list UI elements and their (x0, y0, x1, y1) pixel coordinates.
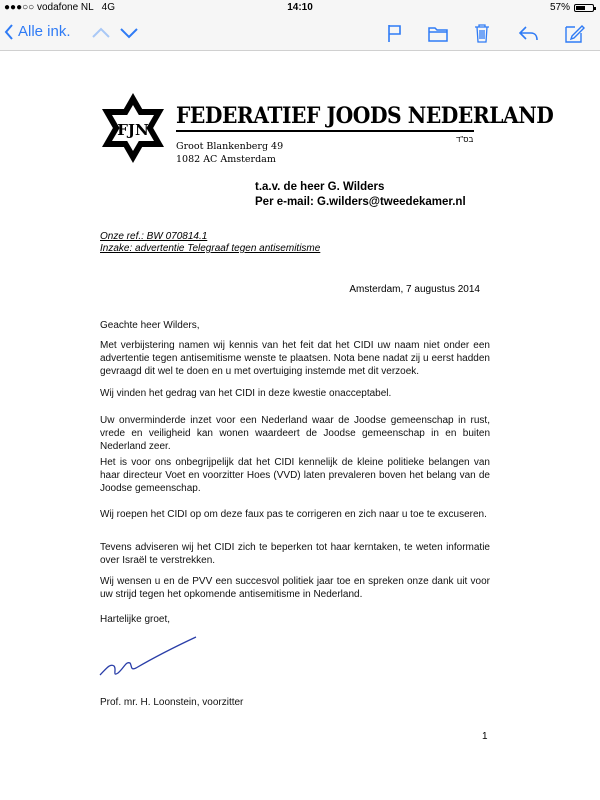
chevron-up-icon (90, 22, 112, 44)
recipient-line-2: Per e-mail: G.wilders@tweedekamer.nl (255, 196, 466, 208)
move-to-folder-button[interactable] (427, 22, 449, 44)
trash-icon (471, 22, 493, 44)
star-of-david-icon (96, 91, 170, 165)
battery-status (550, 2, 594, 13)
back-label: Alle ink. (18, 23, 71, 40)
delete-button[interactable] (471, 22, 493, 44)
chevron-down-icon (118, 22, 140, 44)
paragraph: Wij wensen u en de PVV een succesvol politiek jaar toe en spreken onze dank uit voor uw strijd tegen het opkomende antisemitisme in Nederland. (100, 576, 490, 600)
previous-message-button[interactable] (90, 22, 112, 44)
hebrew-mark: בס"ד (456, 135, 474, 144)
paragraph: Met verbijstering namen wij kennis van het feit dat het CIDI uw naam niet onder een advertentie tegen antisemitisme wenste te plaatsen. Nota bene nadat zij u eerst hadden gevraagd dit wel te doen en u met overtuiging instemde met dit verzoek. (100, 340, 490, 377)
signal-dots-icon: ●●●○○ (4, 2, 35, 13)
logo-text: FJN (117, 121, 149, 139)
header-rule (176, 130, 474, 132)
next-message-button[interactable] (118, 22, 140, 44)
battery-percent: 57% (549, 2, 570, 13)
paragraph: Wij vinden het gedrag van het CIDI in deze kwestie onacceptabel. (100, 388, 392, 399)
paragraph: Het is voor ons onbegrijpelijk dat het CIDI kennelijk de kleine politieke belangen van haar directeur Voet en voorzitter Hoes (VVD) laten prevaleren boven het belang van de Joodse gemeenschap. (100, 457, 490, 494)
network-type: 4G (101, 2, 116, 13)
paragraph: Wij roepen het CIDI op om deze faux pas te corrigeren en zich naar u toe te excuseren. (100, 509, 487, 520)
closing: Hartelijke groet, (100, 614, 171, 625)
battery-icon (574, 4, 594, 12)
paragraph: Uw onverminderde inzet voor een Nederland waar de Joodse gemeenschap in rust, vrede en veiligheid kan wonen waardeert de Joodse gemeenschap in en buiten Nederland zeer. (100, 415, 490, 452)
letter-date: Amsterdam, 7 augustus 2014 (349, 284, 480, 295)
flag-button[interactable] (383, 22, 405, 44)
chevron-left-icon (4, 24, 14, 40)
reply-button[interactable] (517, 22, 539, 44)
flag-icon (383, 22, 405, 44)
mail-toolbar (0, 16, 600, 51)
reference-line: Onze ref.: BW 070814.1 (100, 231, 208, 242)
address-line-2: 1082 AC Amsterdam (176, 154, 276, 165)
page-number: 1 (482, 731, 488, 742)
fjn-logo (96, 91, 170, 165)
compose-icon (563, 22, 585, 44)
carrier-name: vodafone NL (36, 2, 94, 13)
salutation: Geachte heer Wilders, (100, 320, 200, 331)
status-bar (0, 0, 600, 16)
recipient-line-1: t.a.v. de heer G. Wilders (255, 181, 385, 193)
compose-button[interactable] (563, 22, 585, 44)
back-to-inbox-button[interactable] (4, 23, 71, 40)
folder-icon (427, 22, 449, 44)
paragraph: Tevens adviseren wij het CIDI zich te beperken tot haar kerntaken, te weten informatie over Israël te verstrekken. (100, 542, 490, 566)
letter-attachment (0, 51, 600, 800)
clock: 14:10 (287, 2, 313, 13)
subject-line: Inzake: advertentie Telegraaf tegen antisemitisme (100, 243, 321, 254)
signatory: Prof. mr. H. Loonstein, voorzitter (100, 697, 244, 708)
signature-image (96, 633, 206, 681)
reply-icon (517, 22, 539, 44)
address-line-1: Groot Blankenberg 49 (176, 141, 284, 152)
organization-name: FEDERATIEF JOODS NEDERLAND (176, 103, 554, 129)
